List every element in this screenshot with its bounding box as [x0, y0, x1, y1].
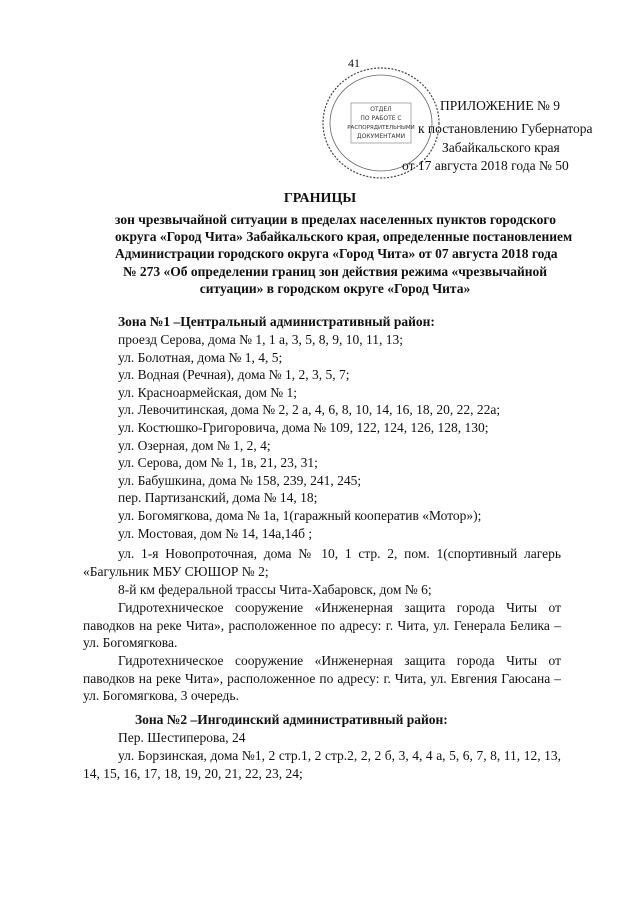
- zone-2-address-list: [118, 729, 245, 747]
- zone-2-title: Зона №2 –Ингодинский административный район:: [135, 712, 448, 727]
- list-item: ул. Озерная, дом № 1, 2, 4;: [118, 437, 271, 453]
- decree-ref-line: к постановлению Губернатора: [418, 121, 593, 136]
- subtitle-line: ситуации» в городском округе «Город Чита»: [199, 280, 471, 296]
- paragraph-line: ул. Богомягкова, 3 очередь.: [83, 688, 239, 704]
- list-item: ул. Серова, дом № 1, 1в, 21, 23, 31;: [118, 455, 318, 471]
- paragraph-line: ул. Борзинская, дома №1, 2 стр.1, 2 стр.2, 2, 2 б, 3, 4, 4 а, 5, 6, 7, 8, 11, 12, 13,: [118, 748, 561, 763]
- paragraph-line: ул. 1-я Новопроточная, дома № 10, 1 стр. 2, пом. 1(спортивный лагерь: [118, 546, 561, 561]
- zone-1-paragraph-novoprotochnaya: [83, 545, 561, 580]
- list-item: ул. Богомягкова, дома № 1а, 1(гаражный кооператив «Мотор»);: [118, 507, 482, 523]
- list-item: проезд Серова, дома № 1, 1 а, 3, 5, 8, 9, 10, 11, 13;: [118, 332, 404, 347]
- zone-1-title: Зона №1 –Центральный административный район:: [118, 314, 435, 329]
- list-item: Пер. Шестиперова, 24: [118, 730, 246, 745]
- zone-1-address-list: [118, 331, 500, 542]
- stamp-line: ДОКУМЕНТАМИ: [356, 133, 406, 140]
- zone-1-paragraph-hydro-belika: [83, 599, 561, 652]
- list-item: ул. Левочитинская, дома № 2, 2 а, 4, 6, 8, 10, 14, 16, 18, 20, 22, 22а;: [118, 402, 501, 418]
- stamp-line: ОТДЕЛ: [370, 106, 392, 113]
- paragraph-line: паводков на реке Чита», расположенное по адресу: г. Чита, ул. Генерала Белика –: [83, 617, 561, 633]
- subtitle-line: округа «Город Чита» Забайкальского края, определенные постановлением: [115, 229, 573, 245]
- document-title: ГРАНИЦЫ: [283, 191, 357, 206]
- zone-2-paragraph-borzinskaya: [83, 747, 561, 782]
- appendix-label: ПРИЛОЖЕНИЕ № 9: [440, 98, 561, 113]
- decree-ref-line: Забайкальского края: [442, 139, 560, 155]
- stamp-line: ПО РАБОТЕ С: [360, 115, 402, 122]
- list-item: пер. Партизанский, дома № 14, 18;: [118, 490, 318, 506]
- list-item: ул. Красноармейская, дом № 1;: [118, 384, 297, 400]
- paragraph-line: 14, 15, 16, 17, 18, 19, 20, 21, 22, 23, 24;: [83, 765, 303, 781]
- paragraph-line: «Багульник МБУ СЮШОР № 2;: [83, 563, 269, 579]
- stamp-line: РАСПОРЯДИТЕЛЬНЫМИ: [347, 125, 415, 131]
- paragraph-line: ул. Богомягкова.: [83, 635, 178, 651]
- zone-1-paragraph-hydro-gayusana: [83, 652, 561, 705]
- decree-ref-line: от 17 августа 2018 года № 50: [402, 158, 569, 173]
- subtitle-line: Администрации городского округа «Город Чита» от 07 августа 2018 года: [115, 246, 558, 262]
- decree-reference: [402, 120, 593, 176]
- list-item: ул. Мостовая, дом № 14, 14а,14б ;: [118, 525, 313, 541]
- paragraph-line: 8-й км федеральной трассы Чита-Хабаровск, дом № 6;: [118, 582, 432, 597]
- zone-1-paragraph-highway: [83, 581, 561, 599]
- list-item: ул. Болотная, дома № 1, 4, 5;: [118, 349, 283, 365]
- paragraph-line: Гидротехническое сооружение «Инженерная защита города Читы от: [118, 600, 561, 615]
- subtitle-line: № 273 «Об определении границ зон действия режима «чрезвычайной: [122, 263, 548, 279]
- list-item: ул. Водная (Речная), дома № 1, 2, 3, 5, 7;: [118, 367, 350, 383]
- paragraph-line: Гидротехническое сооружение «Инженерная защита города Читы от: [118, 653, 561, 668]
- list-item: ул. Костюшко-Григоровича, дома № 109, 122, 124, 126, 128, 130;: [118, 419, 489, 435]
- list-item: ул. Бабушкина, дома № 158, 239, 241, 245;: [118, 472, 362, 488]
- document-subtitle: [115, 211, 573, 297]
- page-number: 41: [348, 56, 360, 70]
- paragraph-line: паводков на реке Чита», расположенное по адресу: г. Чита, ул. Евгения Гаюсана –: [83, 670, 561, 686]
- subtitle-line: зон чрезвычайной ситуации в пределах населенных пунктов городского: [115, 212, 556, 227]
